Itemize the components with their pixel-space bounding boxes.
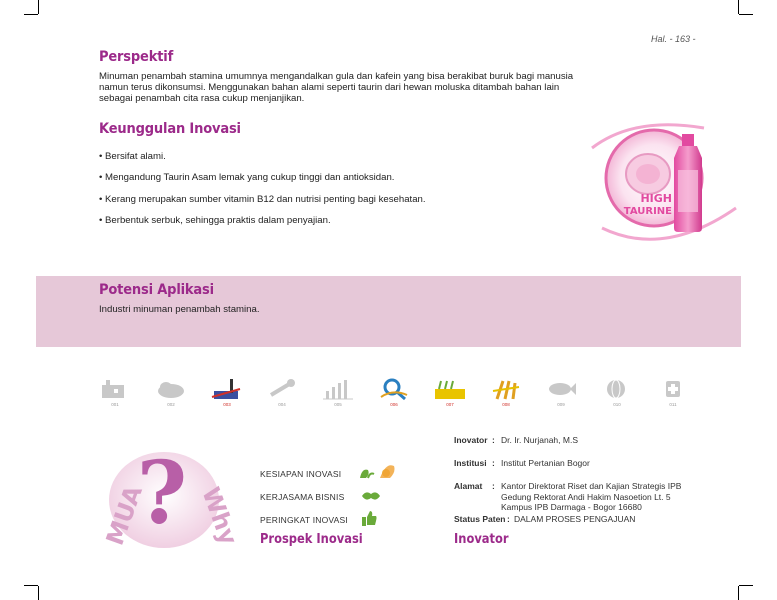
badge-taurine: TAURINE [623,206,672,217]
perspektif-line: namun terus dikonsumsi. Menggunakan bahan alami seperti taurin dari hewan moluska ditambah bahan lain [99,82,560,93]
crop-mark-br-h [739,585,753,586]
alamat-key: Alamat [454,481,483,491]
page-number: Hal. - 163 - [651,34,696,44]
sector-code: 004 [278,402,286,407]
globe-icon [600,377,634,409]
crop-mark-tr-v [738,0,739,14]
perspektif-heading: Perspektif [99,49,174,65]
magnifier-icon [377,377,411,409]
status-paten-sep: : [507,514,510,524]
alamat-value [501,481,681,513]
fish-icon [544,377,578,409]
alamat-line: Gedung Rektorat Andi Hakim Nasoetion Lt. 5 [501,491,671,502]
prospek-peringkat-icons [360,509,378,527]
sector-code: 005 [334,402,342,407]
chart-bars-icon [321,377,355,409]
prospek-kerjasama-label: KERJASAMA BISNIS [260,492,345,502]
sector-code: 011 [669,402,677,407]
sector-code: 006 [390,402,398,407]
prospek-kerjasama-icons [360,488,382,504]
sector-code: 002 [167,402,175,407]
product-illustration-svg [584,108,744,248]
bottle-label [678,170,698,212]
product-illustration [584,108,744,248]
factory-icon [98,377,132,409]
crop-mark-bl-v [38,586,39,600]
crop-mark-tl-h [24,14,38,15]
shell-inner [636,164,660,184]
badge-high: HIGH [640,192,672,205]
inovator-sep: : [492,435,495,445]
inovator-key: Inovator [454,435,488,445]
mua-why-logo-svg [92,445,242,555]
potensi-heading: Potensi Aplikasi [99,282,214,298]
crop-mark-br-v [738,586,739,600]
perspektif-line: sebagai penambah cita rasa cukup menjanjikan. [99,93,305,104]
prospek-heading: Prospek Inovasi [260,531,363,547]
keunggulan-item: • Bersifat alami. [99,151,166,162]
keunggulan-item: • Berbentuk serbuk, sehingga praktis dalam penyajian. [99,215,331,226]
sector-code: 008 [502,402,510,407]
keunggulan-heading: Keunggulan Inovasi [99,121,241,137]
sector-code: 003 [223,402,231,407]
sector-code: 007 [446,402,454,407]
sector-icon-row [98,377,698,409]
prospek-kesiapan-icons [356,462,404,482]
sector-code: 010 [613,402,621,407]
keunggulan-item: • Kerang merupakan sumber vitamin B12 dan nutrisi penting bagi kesehatan. [99,194,426,205]
perspektif-line: Minuman penambah stamina umumnya mengandalkan gula dan kafein yang bisa berakibat buruk bagi manusia [99,71,574,82]
prospek-kesiapan-label: KESIAPAN INOVASI [260,469,342,479]
alamat-line: Kampus IPB Darmaga - Bogor 16680 [501,502,642,512]
keunggulan-item: • Mengandung Taurin Asam lemak yang cukup tinggi dan antioksidan. [99,172,395,183]
inovator-heading: Inovator [454,531,509,547]
thumbs-up-icon [360,509,378,527]
perspektif-text [99,71,619,104]
institusi-sep: : [492,458,495,468]
alamat-line: Kantor Direktorat Riset dan Kajian Strategis IPB [501,481,682,491]
status-paten-value: DALAM PROSES PENGAJUAN [514,514,636,524]
inovator-value: Dr. Ir. Nurjanah, M.S [501,435,578,445]
institusi-key: Institusi [454,458,487,468]
mua-why-logo [92,445,242,555]
status-paten-key: Status Paten [454,514,506,524]
wheat-icon [489,377,523,409]
handshake-icon [360,488,382,504]
potensi-text: Industri minuman penambah stamina. [99,304,260,315]
industry-chimney-icon [210,377,244,409]
medicine-icon [656,377,690,409]
prospek-peringkat-label: PERINGKAT INOVASI [260,515,348,525]
institusi-value: Institut Pertanian Bogor [501,458,590,468]
logo-left-word: MUA [100,481,148,549]
crop-mark-tl-v [38,0,39,14]
cloud-food-icon [154,377,188,409]
sector-code: 001 [111,402,119,407]
tools-icon [265,377,299,409]
logo-right-word: Why [196,483,242,549]
field-crop-icon [433,377,467,409]
sector-code: 009 [557,402,565,407]
question-mark-icon: ? [136,445,188,544]
crop-mark-bl-h [24,585,38,586]
bottle-cap [682,134,694,146]
crop-mark-tr-h [739,14,753,15]
readiness-icon [356,462,404,482]
alamat-sep: : [492,481,495,491]
